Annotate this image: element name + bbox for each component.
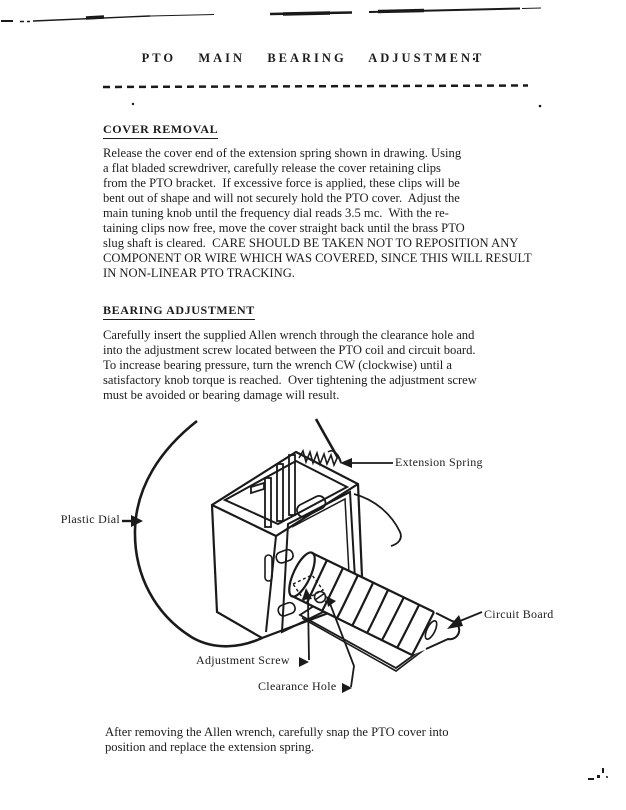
label-extension-spring: Extension Spring (395, 455, 483, 469)
dashed-separator (103, 86, 528, 88)
cover-removal-paragraph (103, 146, 543, 281)
text-line: into the adjustment screw located between the PTO coil and circuit board. (103, 343, 476, 357)
page-title: PTO MAIN BEARING ADJUSTMENT (141, 51, 485, 65)
text-line: from the PTO bracket. If excessive force is applied, these clips will be (103, 176, 460, 190)
text-line: main tuning knob until the frequency dial reads 3.5 mc. With the re- (103, 206, 449, 220)
text-line: Carefully insert the supplied Allen wrench through the clearance hole and (103, 328, 475, 342)
text-line: taining clips now free, move the cover straight back until the brass PTO (103, 221, 465, 235)
text-line: IN NON-LINEAR PTO TRACKING. (103, 266, 295, 280)
heading-text: COVER REMOVAL (103, 122, 218, 139)
plate-knob-lower (277, 601, 297, 617)
section-heading-bearing-adjustment (103, 301, 255, 320)
text-line: COMPONENT OR WIRE WHICH WAS COVERED, SINCE THIS WILL RESULT (103, 251, 532, 265)
label-adjustment-screw: Adjustment Screw (196, 653, 290, 667)
pto-coil (284, 549, 459, 655)
text-line: position and replace the extension spring. (105, 740, 315, 754)
label-plastic-dial: Plastic Dial (60, 512, 120, 526)
text-line: bent out of shape and will not securely hold the PTO cover. Adjust the (103, 191, 460, 205)
text-line: To increase bearing pressure, turn the wrench CW (clockwise) until a (103, 358, 452, 372)
text-line: Release the cover end of the extension spring shown in drawing. Using (103, 146, 462, 160)
text-line: satisfactory knob torque is reached. Over tightening the adjustment screw (103, 373, 477, 387)
text-line: must be avoided or bearing damage will result. (103, 388, 340, 402)
section-heading-cover-removal (103, 120, 218, 139)
heading-text: BEARING ADJUSTMENT (103, 303, 255, 320)
label-circuit-board: Circuit Board (484, 607, 554, 621)
text-line: slug shaft is cleared. CARE SHOULD BE TAKEN NOT TO REPOSITION ANY (103, 236, 519, 250)
text-line: a flat bladed screwdriver, carefully release the cover retaining clips (103, 161, 441, 175)
scan-artifact-lines (1, 8, 541, 22)
bearing-adjustment-paragraph (103, 328, 548, 403)
extension-spring-arrowhead (340, 458, 352, 468)
adjustment-screw-label-arrow (299, 657, 309, 667)
closing-paragraph (105, 725, 545, 755)
text-line: After removing the Allen wrench, carefully snap the PTO cover into (105, 725, 449, 739)
plate-knob-upper (275, 548, 295, 564)
label-clearance-hole: Clearance Hole (258, 679, 337, 693)
